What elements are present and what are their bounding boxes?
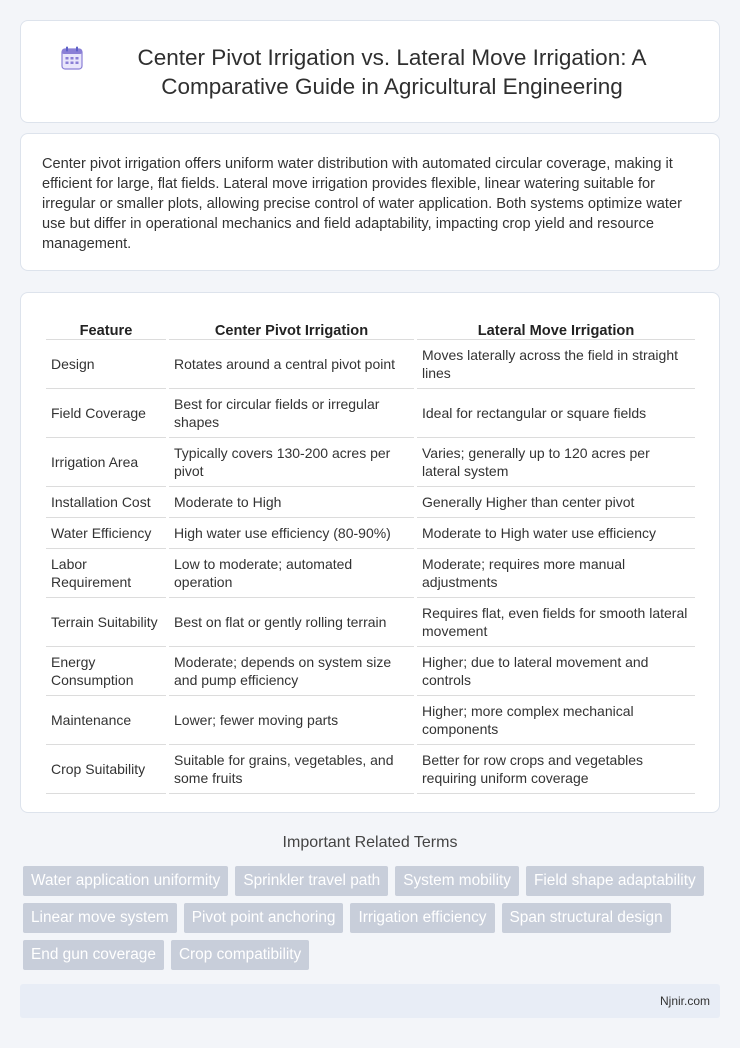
related-terms-list <box>23 866 723 970</box>
center-pivot-cell: High water use efficiency (80-90%) <box>169 518 414 549</box>
related-terms-title: Important Related Terms <box>282 834 458 851</box>
lateral-move-cell: Requires flat, even fields for smooth lateral movement <box>417 598 695 647</box>
term-tag[interactable]: System mobility <box>395 866 519 896</box>
lateral-move-cell: Moderate to High water use efficiency <box>417 518 695 549</box>
term-tag[interactable]: Field shape adaptability <box>526 866 704 896</box>
lateral-move-cell: Varies; generally up to 120 acres per lateral system <box>417 438 695 487</box>
header-center-pivot: Center Pivot Irrigation <box>169 313 414 340</box>
feature-cell: Field Coverage <box>46 389 166 438</box>
center-pivot-cell: Best on flat or gently rolling terrain <box>169 598 414 647</box>
term-tag[interactable]: Crop compatibility <box>171 940 309 970</box>
calendar-icon <box>61 46 83 70</box>
center-pivot-cell: Suitable for grains, vegetables, and some fruits <box>169 745 414 794</box>
feature-cell: Installation Cost <box>46 487 166 518</box>
page-title: Center Pivot Irrigation vs. Lateral Move Irrigation: A Comparative Guide in Agricultural Engineering <box>137 44 647 99</box>
term-tag[interactable]: Irrigation efficiency <box>350 903 494 933</box>
table-row <box>46 340 695 389</box>
table-row <box>46 696 695 745</box>
feature-cell: Terrain Suitability <box>46 598 166 647</box>
lateral-move-cell: Better for row crops and vegetables requiring uniform coverage <box>417 745 695 794</box>
intro-paragraph: Center pivot irrigation offers uniform water distribution with automated circular coverage, making it efficient for large, flat fields. Lateral move irrigation provides flexible, linear watering suitable for irregular or smaller plots, allowing precise control of water application. Both systems optimize water use but differ in operational mechanics and field adaptability, impacting crop yield and resource management. <box>42 156 682 252</box>
footer <box>20 984 720 1018</box>
table-row <box>46 487 695 518</box>
lateral-move-cell: Higher; due to lateral movement and controls <box>417 647 695 696</box>
table-row <box>46 518 695 549</box>
term-tag[interactable]: Linear move system <box>23 903 177 933</box>
feature-cell: Water Efficiency <box>46 518 166 549</box>
lateral-move-cell: Higher; more complex mechanical components <box>417 696 695 745</box>
center-pivot-cell: Rotates around a central pivot point <box>169 340 414 389</box>
comparison-card <box>20 292 720 813</box>
table-row <box>46 745 695 794</box>
lateral-move-cell: Ideal for rectangular or square fields <box>417 389 695 438</box>
center-pivot-cell: Typically covers 130-200 acres per pivot <box>169 438 414 487</box>
table-row <box>46 438 695 487</box>
table-row <box>46 598 695 647</box>
center-pivot-cell: Moderate; depends on system size and pump efficiency <box>169 647 414 696</box>
table-row <box>46 647 695 696</box>
footer-site-link[interactable]: Njnir.com <box>659 994 710 1008</box>
table-row <box>46 549 695 598</box>
table-header-row <box>46 313 695 340</box>
intro-card <box>20 133 720 271</box>
center-pivot-cell: Lower; fewer moving parts <box>169 696 414 745</box>
feature-cell: Design <box>46 340 166 389</box>
term-tag[interactable]: Sprinkler travel path <box>235 866 388 896</box>
header-feature: Feature <box>46 313 166 340</box>
table-row <box>46 389 695 438</box>
center-pivot-cell: Moderate to High <box>169 487 414 518</box>
term-tag[interactable]: Span structural design <box>502 903 671 933</box>
header-lateral-move: Lateral Move Irrigation <box>417 313 695 340</box>
feature-cell: Energy Consumption <box>46 647 166 696</box>
lateral-move-cell: Moderate; requires more manual adjustments <box>417 549 695 598</box>
center-pivot-cell: Best for circular fields or irregular shapes <box>169 389 414 438</box>
header-card <box>20 20 720 123</box>
term-tag[interactable]: Pivot point anchoring <box>184 903 344 933</box>
feature-cell: Labor Requirement <box>46 549 166 598</box>
center-pivot-cell: Low to moderate; automated operation <box>169 549 414 598</box>
comparison-table <box>43 313 698 794</box>
feature-cell: Irrigation Area <box>46 438 166 487</box>
term-tag[interactable]: End gun coverage <box>23 940 164 970</box>
feature-cell: Maintenance <box>46 696 166 745</box>
lateral-move-cell: Generally Higher than center pivot <box>417 487 695 518</box>
term-tag[interactable]: Water application uniformity <box>23 866 228 896</box>
feature-cell: Crop Suitability <box>46 745 166 794</box>
lateral-move-cell: Moves laterally across the field in straight lines <box>417 340 695 389</box>
